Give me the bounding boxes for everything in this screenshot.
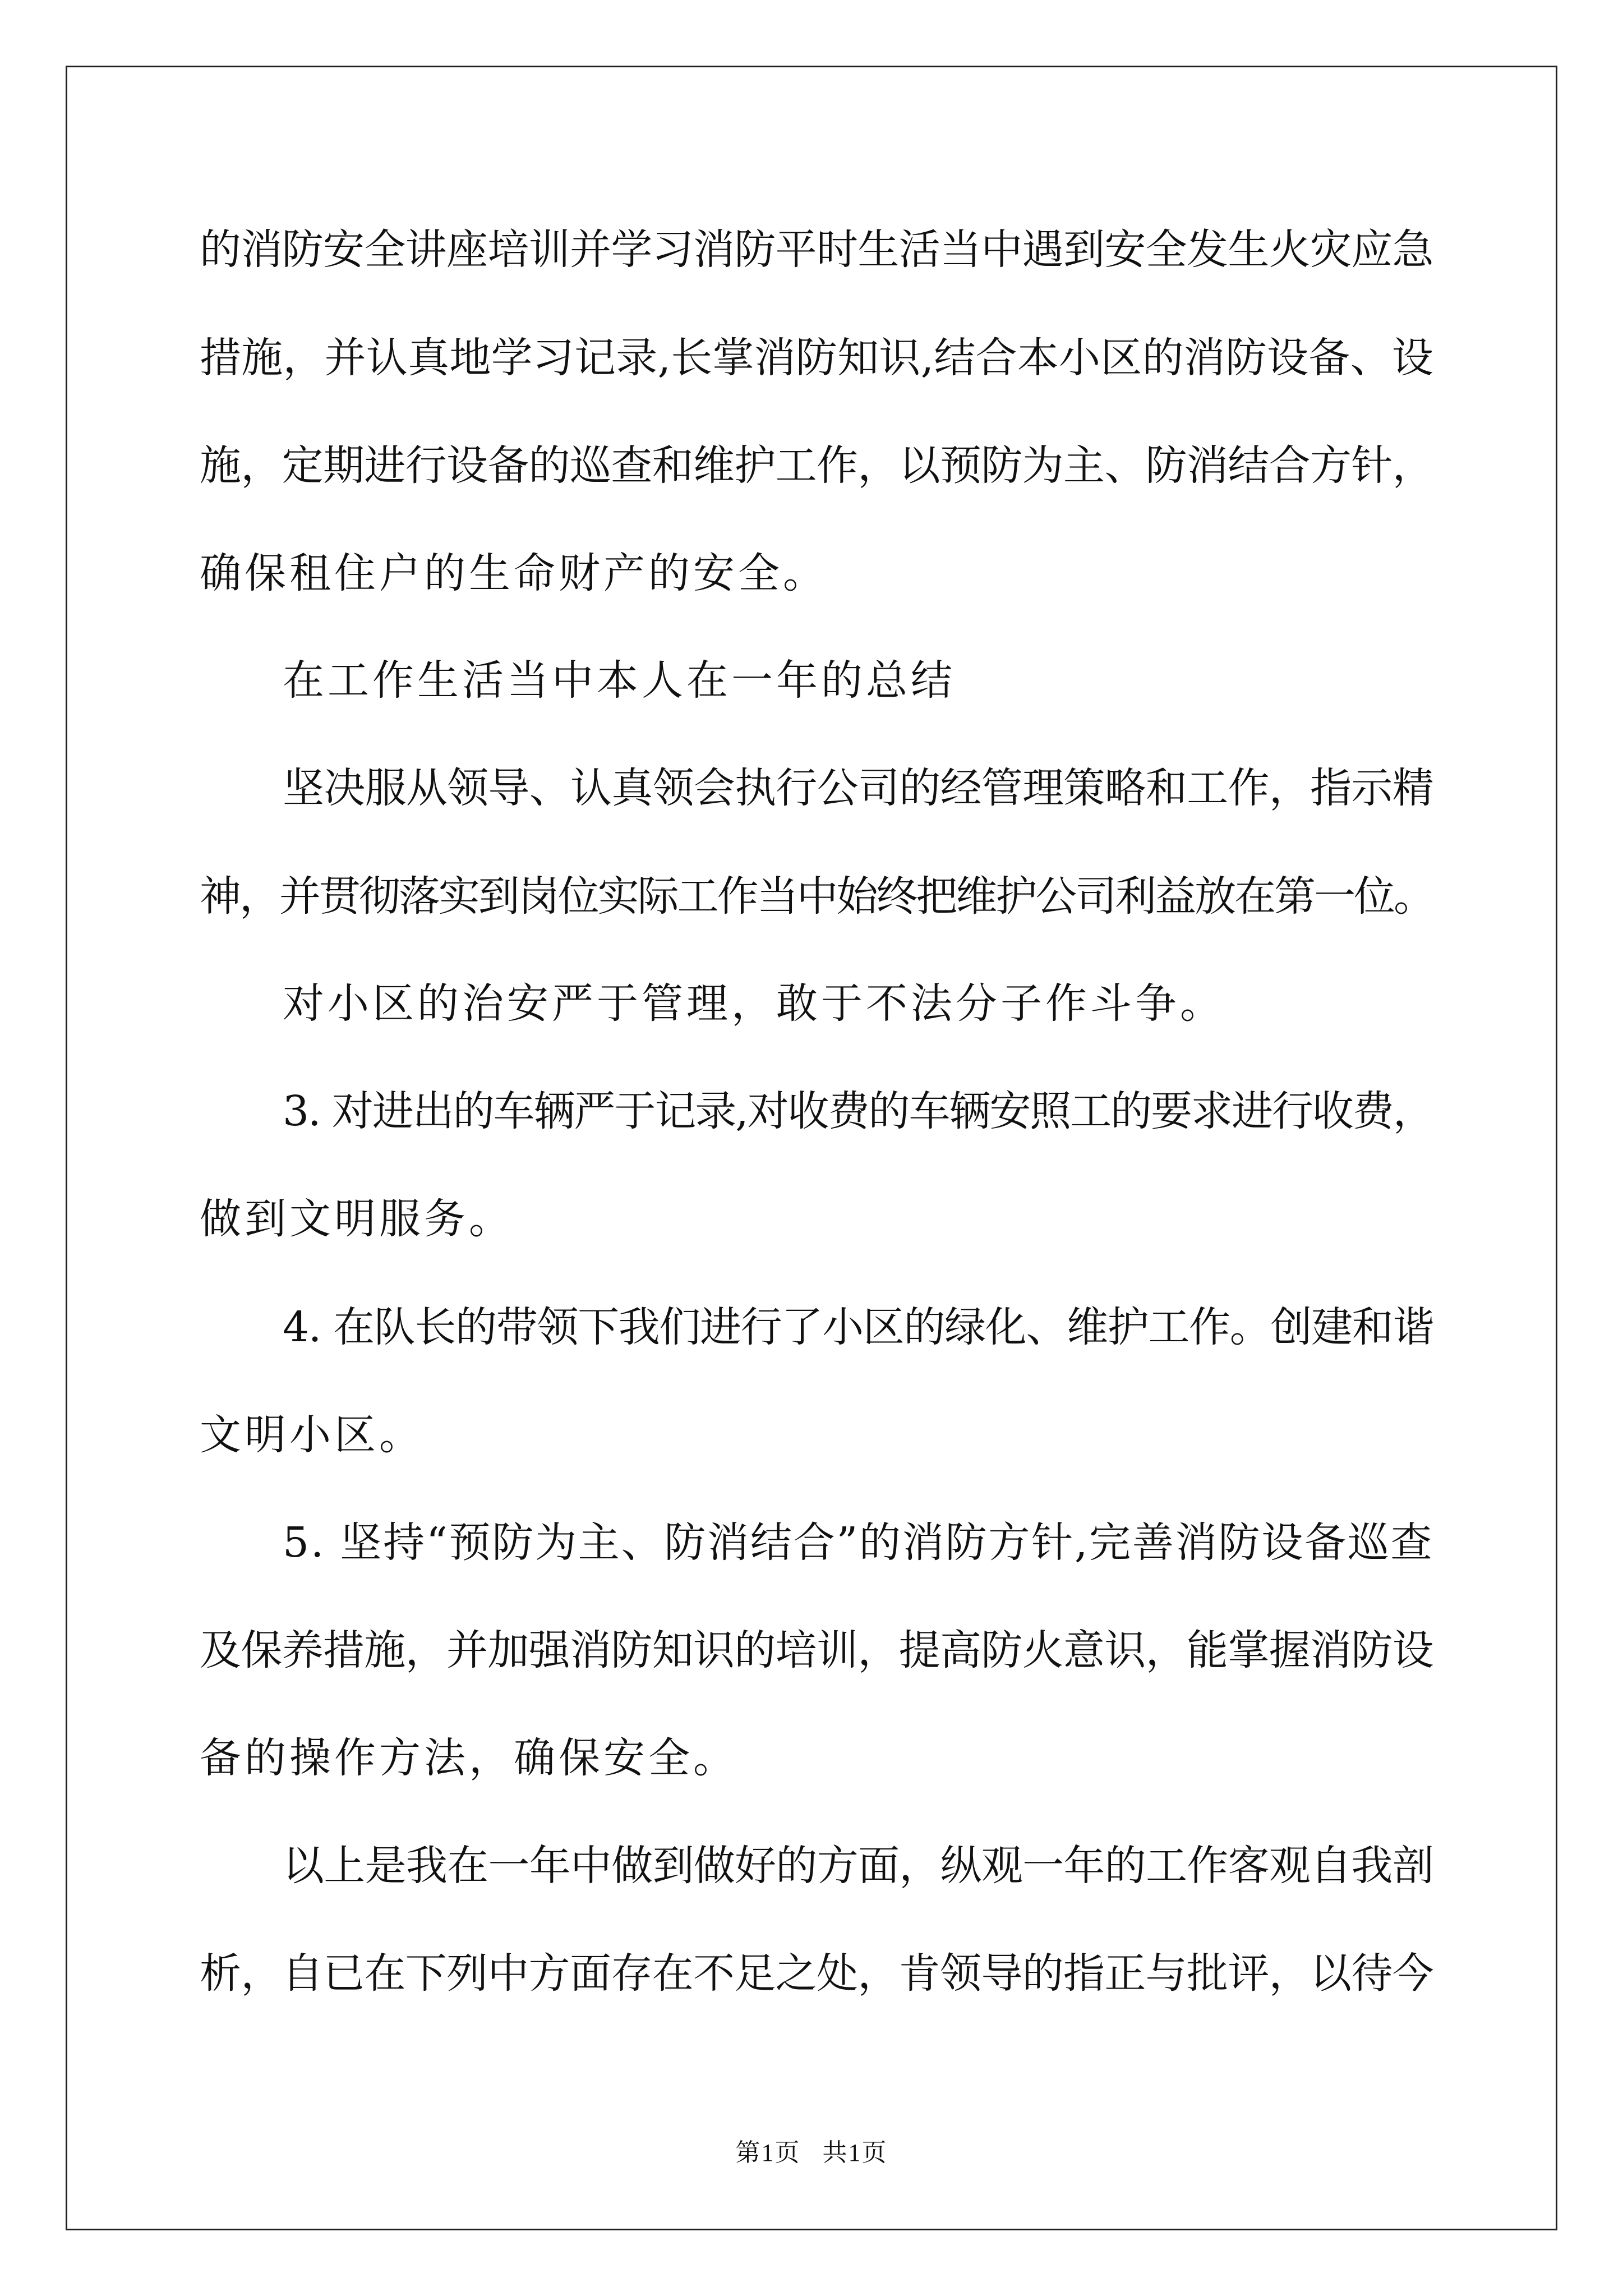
text-line: 5. 坚持“预防为主、防消结合”的消防方针,完善消防设备巡查: [283, 1519, 1434, 1567]
text-line: 在工作生活当中本人在一年的总结: [283, 656, 956, 705]
text-line: 对小区的治安严于管理，敢于不法分子作斗争。: [283, 979, 1225, 1028]
text-line: 神，并贯彻落实到岗位实际工作当中始终把维护公司利益放在第一位。: [200, 872, 1433, 921]
text-line: 的消防安全讲座培训并学习消防平时生活当中遇到安全发生火灾应急: [200, 226, 1433, 274]
text-line: 文明小区。: [200, 1411, 424, 1459]
page-number-footer: 第1页 共1页: [735, 2139, 888, 2166]
page-border: [66, 66, 1557, 2230]
text-line: 确保租住户的生命财产的安全。: [200, 549, 828, 597]
text-line: 施，定期进行设备的巡查和维护工作，以预防为主、防消结合方针，: [200, 441, 1433, 490]
text-line: 坚决服从领导、认真领会执行公司的经管理策略和工作，指示精: [283, 764, 1433, 812]
text-line: 4. 在队长的带领下我们进行了小区的绿化、维护工作。创建和谐: [283, 1303, 1434, 1351]
text-line: 措施，并认真地学习记录,长掌消防知识,结合本小区的消防设备、设: [200, 334, 1434, 382]
text-line: 做到文明服务。: [200, 1195, 514, 1243]
text-line: 及保养措施，并加强消防知识的培训，提高防火意识，能掌握消防设: [200, 1626, 1433, 1674]
text-line: 以上是我在一年中做到做好的方面，纵观一年的工作客观自我剖: [283, 1842, 1433, 1890]
text-line: 析，自已在下列中方面存在不足之处，肯领导的指正与批评，以待今: [200, 1949, 1433, 1998]
text-line: 备的操作方法，确保安全。: [200, 1734, 738, 1782]
text-line: 3. 对进出的车辆严于记录,对收费的车辆安照工的要求进行收费，: [283, 1087, 1433, 1135]
